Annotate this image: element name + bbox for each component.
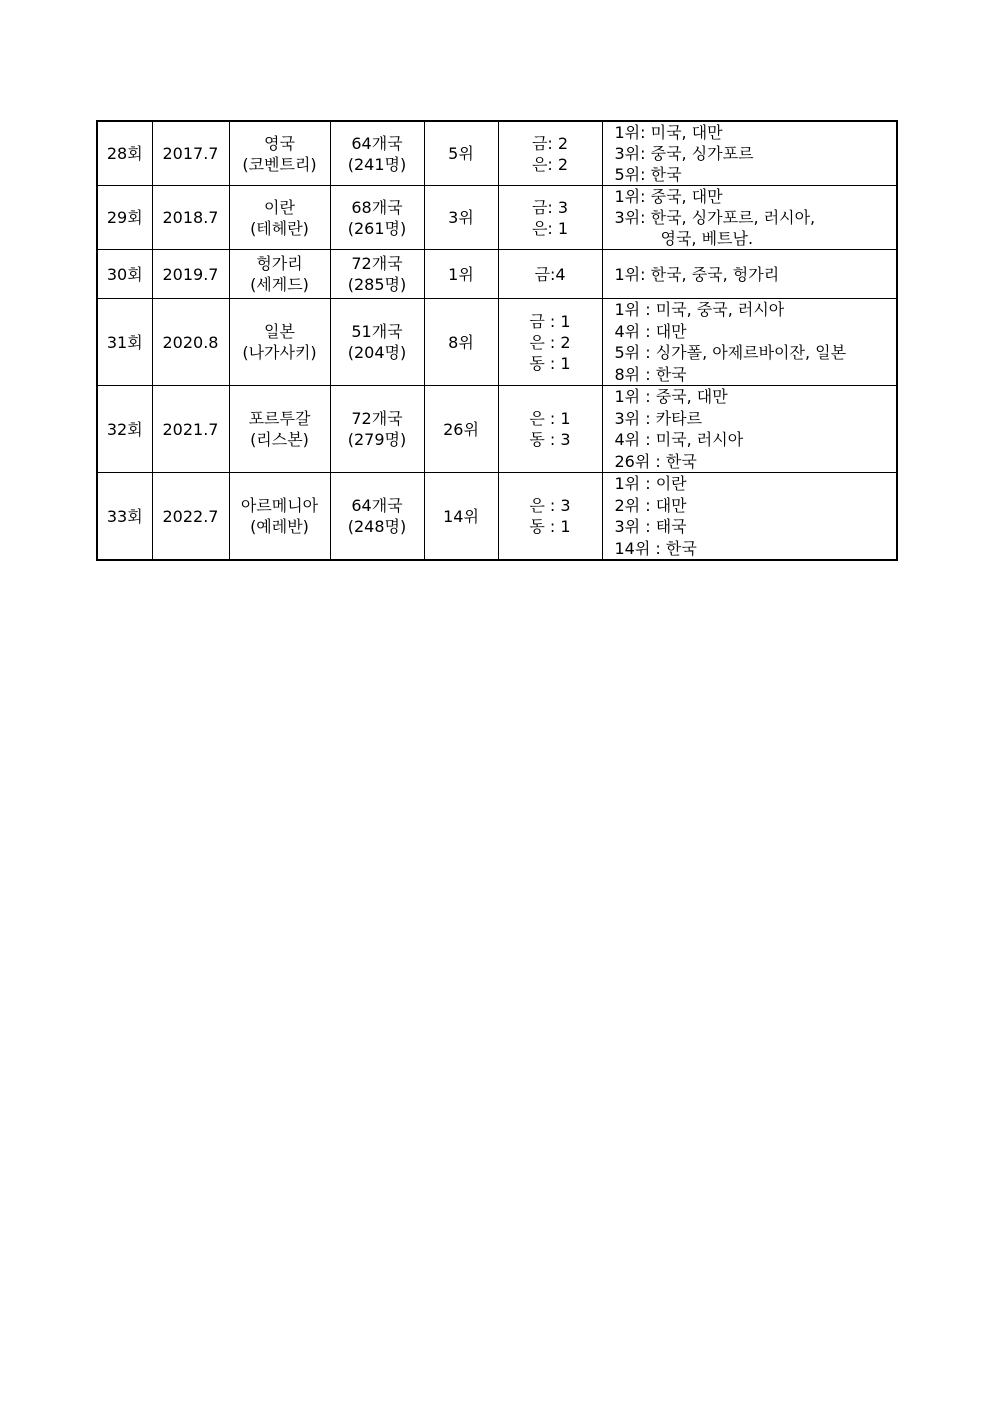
notes-cell	[602, 250, 897, 299]
participants-cell	[330, 473, 424, 561]
host-cell	[229, 250, 330, 299]
medal-line: 금:4	[534, 264, 566, 284]
host-city: (코벤트리)	[242, 154, 317, 174]
note-line: 14위 : 한국	[614, 538, 697, 558]
table-row	[97, 121, 897, 186]
note-line: 3위 : 태국	[614, 517, 687, 536]
participant-count: (241명)	[347, 154, 407, 174]
medal-line: 금: 2	[531, 133, 569, 153]
note-line: 1위: 중국, 대만	[614, 187, 723, 206]
table-row	[97, 473, 897, 561]
host-country: 일본	[264, 322, 295, 341]
host-country: 아르메니아	[240, 496, 319, 515]
medals-cell	[498, 473, 602, 561]
note-line: 영국, 베트남.	[660, 229, 754, 248]
host-country: 영국	[264, 133, 295, 153]
note-line: 1위 : 중국, 대만	[614, 387, 728, 406]
note-line: 5위: 한국	[614, 165, 682, 184]
host-city: (리스본)	[250, 430, 309, 449]
note-line: 2위 : 대만	[614, 495, 687, 515]
note-line: 26위 : 한국	[614, 451, 697, 471]
medal-line: 은 : 3	[529, 496, 571, 515]
note-line: 5위 : 싱가폴, 아제르바이잔, 일본	[614, 343, 847, 362]
medals-cell	[498, 186, 602, 250]
olympiad-results-table	[96, 120, 898, 561]
rank-cell: 3위	[424, 186, 498, 250]
round-cell: 29회	[97, 186, 152, 250]
medal-line: 은: 1	[531, 218, 569, 238]
medal-line: 은 : 1	[529, 409, 571, 428]
host-cell	[229, 473, 330, 561]
note-line: 4위 : 미국, 러시아	[614, 430, 744, 449]
participant-count: (285명)	[347, 275, 407, 294]
table-row	[97, 250, 897, 299]
host-country: 포르투갈	[248, 409, 311, 428]
host-cell	[229, 186, 330, 250]
participants-cell	[330, 386, 424, 473]
medal-line: 동 : 1	[529, 517, 571, 536]
rank-cell: 14위	[424, 473, 498, 561]
date-cell: 2022.7	[152, 473, 229, 561]
participant-count: (279명)	[347, 430, 407, 449]
host-cell	[229, 121, 330, 186]
participant-count: (204명)	[347, 343, 407, 362]
host-cell	[229, 299, 330, 386]
host-cell	[229, 386, 330, 473]
country-count: 64개국	[351, 496, 403, 515]
rank-cell: 8위	[424, 299, 498, 386]
medals-cell	[498, 386, 602, 473]
medal-line: 은 : 2	[529, 332, 571, 352]
round-cell: 30회	[97, 250, 152, 299]
country-count: 72개국	[351, 254, 403, 273]
medal-line: 은: 2	[531, 154, 569, 174]
notes-cell	[602, 473, 897, 561]
country-count: 72개국	[351, 409, 403, 428]
table-row	[97, 386, 897, 473]
round-cell: 28회	[97, 121, 152, 186]
notes-cell	[602, 186, 897, 250]
participants-cell	[330, 299, 424, 386]
date-cell: 2020.8	[152, 299, 229, 386]
host-city: (테헤란)	[250, 218, 309, 238]
host-city: (나가사키)	[242, 343, 317, 362]
host-country: 이란	[264, 197, 295, 217]
notes-cell	[602, 121, 897, 186]
note-line: 1위: 미국, 대만	[614, 123, 723, 142]
round-cell: 32회	[97, 386, 152, 473]
note-line: 3위 : 카타르	[614, 408, 703, 428]
participants-cell	[330, 186, 424, 250]
medals-cell	[498, 250, 602, 299]
table-row	[97, 186, 897, 250]
medal-line: 동 : 1	[529, 353, 571, 373]
medal-line: 동 : 3	[529, 430, 571, 449]
host-city: (예레반)	[250, 517, 309, 536]
host-country: 헝가리	[256, 254, 303, 273]
rank-cell: 1위	[424, 250, 498, 299]
country-count: 64개국	[351, 133, 403, 153]
medal-line: 금 : 1	[529, 311, 571, 331]
note-line: 8위 : 한국	[614, 364, 687, 384]
date-cell: 2021.7	[152, 386, 229, 473]
note-line: 3위: 중국, 싱가포르	[614, 144, 754, 163]
medals-cell	[498, 299, 602, 386]
host-city: (세게드)	[250, 275, 309, 294]
notes-cell	[602, 299, 897, 386]
note-line: 3위: 한국, 싱가포르, 러시아,	[614, 208, 816, 227]
note-line: 1위 : 이란	[614, 474, 687, 493]
rank-cell: 5위	[424, 121, 498, 186]
country-count: 51개국	[351, 322, 403, 341]
notes-cell	[602, 386, 897, 473]
date-cell: 2017.7	[152, 121, 229, 186]
note-line: 1위 : 미국, 중국, 러시아	[614, 300, 785, 319]
participant-count: (261명)	[347, 218, 407, 238]
medal-line: 금: 3	[531, 197, 569, 217]
round-cell: 33회	[97, 473, 152, 561]
round-cell: 31회	[97, 299, 152, 386]
participants-cell	[330, 121, 424, 186]
medals-cell	[498, 121, 602, 186]
note-line: 4위 : 대만	[614, 321, 687, 341]
participant-count: (248명)	[347, 517, 407, 536]
rank-cell: 26위	[424, 386, 498, 473]
participants-cell	[330, 250, 424, 299]
date-cell: 2019.7	[152, 250, 229, 299]
date-cell: 2018.7	[152, 186, 229, 250]
note-line: 1위: 한국, 중국, 헝가리	[614, 264, 780, 284]
table-row	[97, 299, 897, 386]
country-count: 68개국	[351, 197, 403, 217]
